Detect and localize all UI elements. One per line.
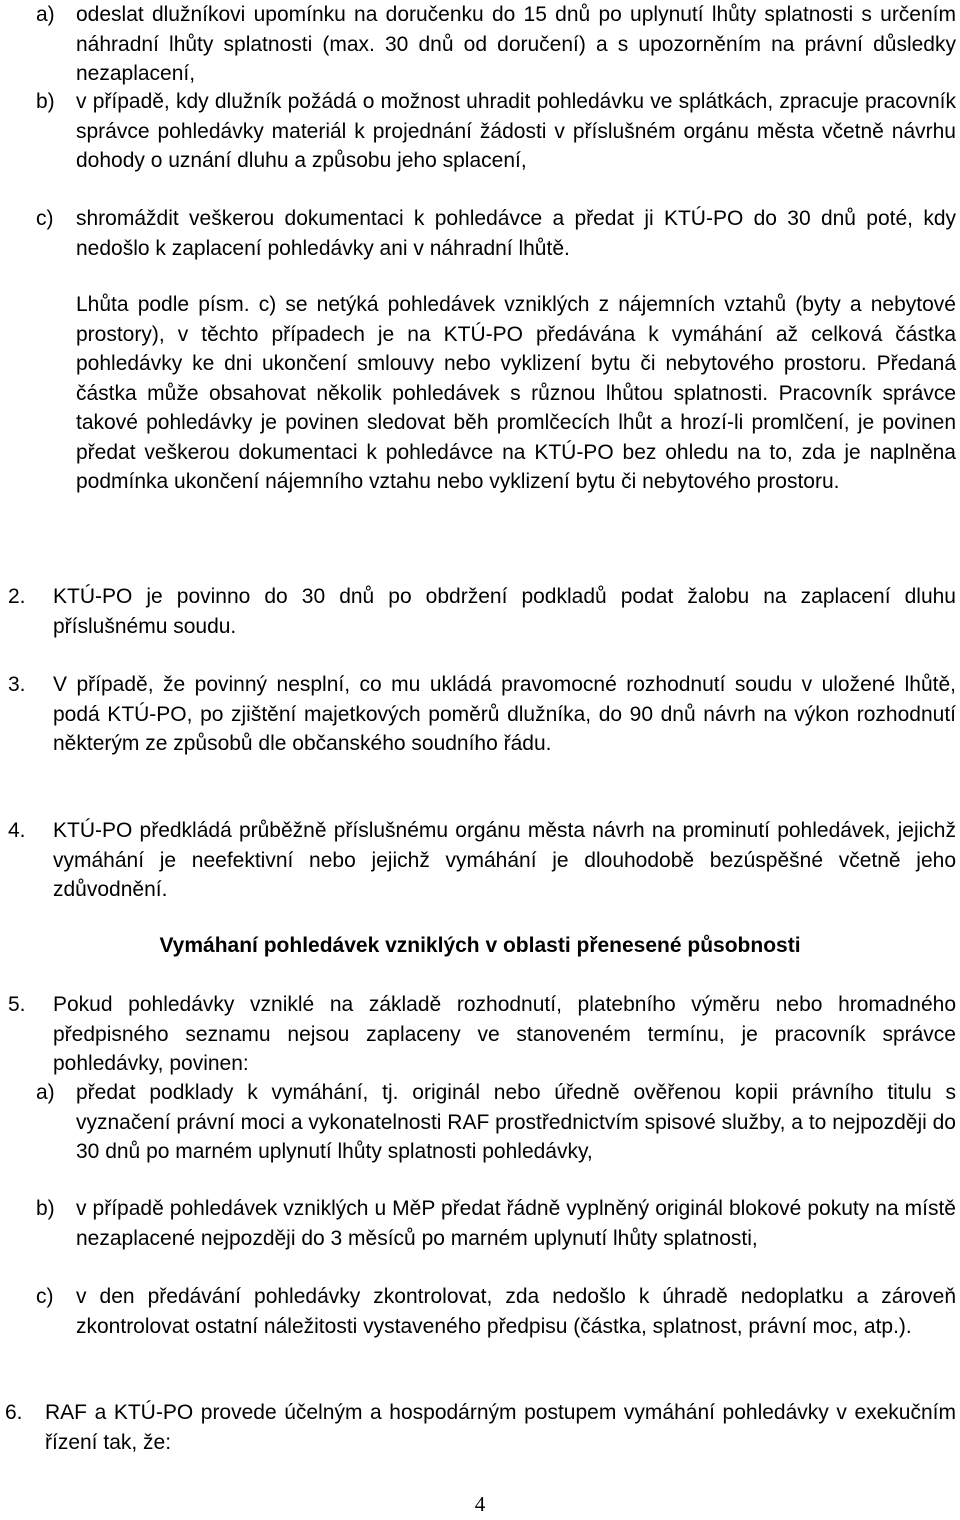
item-number: 2. — [8, 585, 26, 608]
item-text: V případě, že povinný nesplní, co mu ukládá pravomocné rozhodnutí soudu v uložené lhůtě, podá KTÚ-PO, po zjištění majetkových poměrů dlužníka, do 90 dnů návrh na výkon rozhodnutí některým ze způsobů dle občanského soudního řádu. — [53, 673, 956, 755]
list-item-5-b — [36, 1194, 956, 1253]
numbered-item-6 — [0, 1398, 956, 1457]
item-text: KTÚ-PO je povinno do 30 dnů po obdržení podkladů podat žalobu na zaplacení dluhu příslušnému soudu. — [53, 585, 956, 638]
item-number: 6. — [5, 1401, 23, 1424]
list-text: v den předávání pohledávky zkontrolovat, zda nedošlo k úhradě nedoplatku a zároveň zkontrolovat ostatní náležitosti vystaveného předpisu (částka, splatnost, právní moc, atp.). — [76, 1285, 956, 1338]
item-text: RAF a KTÚ-PO provede účelným a hospodárným postupem vymáhání pohledávky v exekučním řízení tak, že: — [45, 1401, 956, 1454]
list-item-top-a — [36, 0, 956, 89]
list-label: b) — [36, 1197, 55, 1220]
numbered-item-3 — [0, 670, 956, 759]
numbered-item-2 — [0, 582, 956, 641]
item-number: 4. — [8, 819, 26, 842]
list-item-5-a — [36, 1078, 956, 1167]
item-number: 3. — [8, 673, 26, 696]
list-item-5-c — [36, 1282, 956, 1341]
list-label: b) — [36, 90, 55, 113]
item-text: Pokud pohledávky vzniklé na základě rozhodnutí, platebního výměru nebo hromadného předpisného seznamu nejsou zaplaceny ve stanoveném termínu, je pracovník správce pohledávky, povinen: — [53, 993, 956, 1075]
list-label: c) — [36, 207, 54, 230]
page-number: 4 — [474, 1492, 486, 1516]
item-text: KTÚ-PO předkládá průběžně příslušnému orgánu města návrh na prominutí pohledávek, jejichž vymáhání je neefektivní nebo jejichž vymáhání je dlouhodobě bezúspěšné včetně jeho zdůvodnění. — [53, 819, 956, 901]
section-heading: Vymáhaní pohledávek vzniklých v oblasti přenesené působnosti — [159, 934, 801, 957]
numbered-item-5 — [0, 990, 956, 1079]
note-paragraph: Lhůta podle písm. c) se netýká pohledávek vzniklých z nájemních vztahů (byty a nebytové prostory), v těchto případech je na KTÚ-PO předávána k vymáhání až celková částka pohledávky ke dni ukončení smlouvy nebo vyklizení bytu či nebytového prostoru. Předaná částka může obsahovat několik pohledávek s různou lhůtou splatnosti. Pracovník správce takové pohledávky je povinen sledovat běh promlčecích lhůt a hrozí-li promlčení, je povinen předat veškerou dokumentaci k pohledávce na KTÚ-PO bez ohledu na to, zda je naplněna podmínka ukončení nájemního vztahu nebo vyklizení bytu či nebytového prostoru. — [76, 293, 956, 493]
list-text: v případě pohledávek vzniklých u MěP předat řádně vyplněný originál blokové pokuty na místě nezaplacené nejpozději do 3 měsíců po marném uplynutí lhůty splatnosti, — [76, 1197, 956, 1250]
list-label: c) — [36, 1285, 54, 1308]
list-text: shromáždit veškerou dokumentaci k pohledávce a předat ji KTÚ-PO do 30 dnů poté, kdy nedošlo k zaplacení pohledávky ani v náhradní lhůtě. — [76, 207, 956, 260]
list-label: a) — [36, 3, 55, 26]
numbered-item-4 — [0, 816, 956, 905]
list-item-top-b — [36, 87, 956, 176]
list-text: v případě, kdy dlužník požádá o možnost uhradit pohledávku ve splátkách, zpracuje pracovník správce pohledávky materiál k projednání žádosti v příslušném orgánu města včetně návrhu dohody o uznání dluhu a způsobu jeho splacení, — [76, 90, 956, 172]
list-text: odeslat dlužníkovi upomínku na doručenku do 15 dnů po uplynutí lhůty splatnosti s určením náhradní lhůty splatnosti (max. 30 dnů od doručení) a s upozorněním na právní důsledky nezaplacení, — [76, 3, 956, 85]
list-text: předat podklady k vymáhání, tj. originál nebo úředně ověřenou kopii právního titulu s vyznačení právní moci a vykonatelnosti RAF prostřednictvím spisové služby, a to nejpozději do 30 dnů po marném uplynutí lhůty splatnosti pohledávky, — [76, 1081, 956, 1163]
list-label: a) — [36, 1081, 55, 1104]
list-item-top-c — [36, 204, 956, 263]
item-number: 5. — [8, 993, 26, 1016]
